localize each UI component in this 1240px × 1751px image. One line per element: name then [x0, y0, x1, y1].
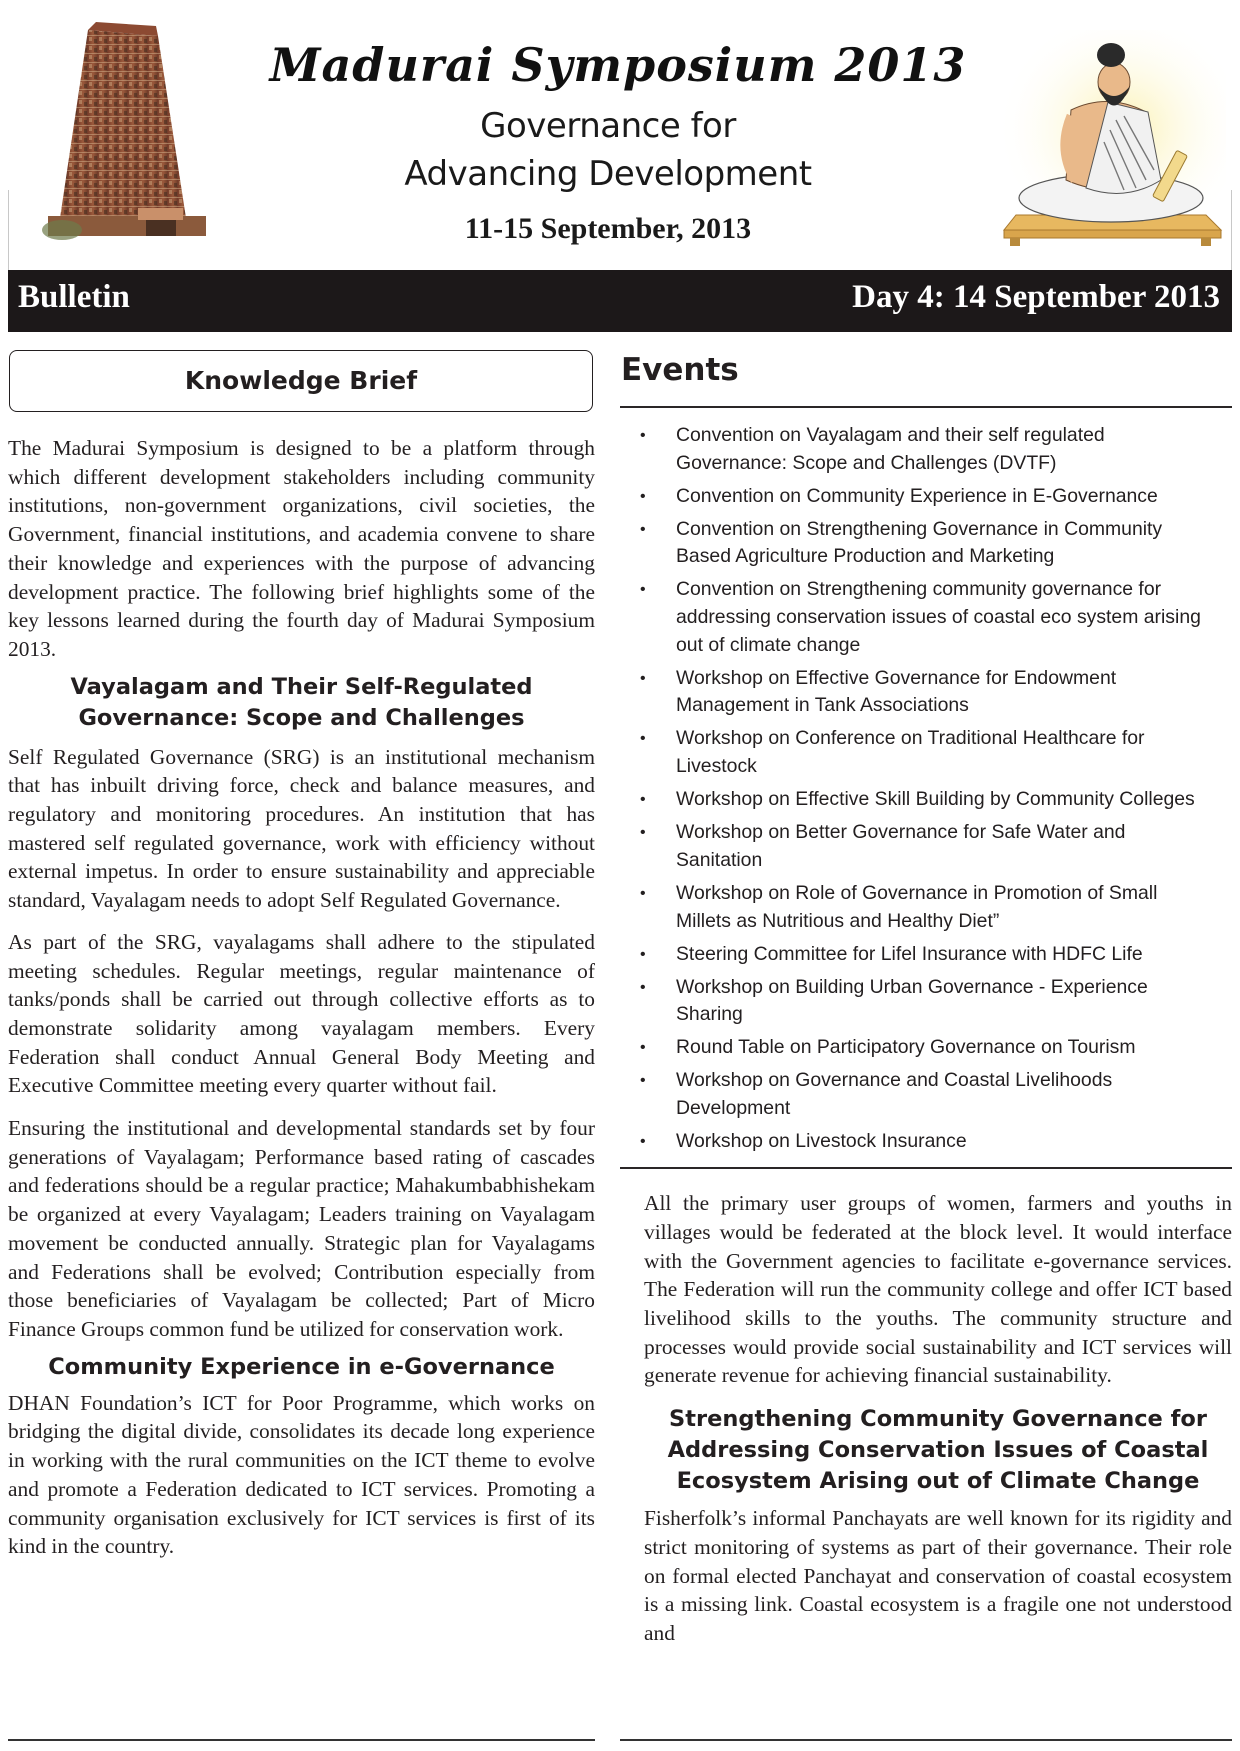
bullet-icon: •	[640, 945, 646, 963]
event-label: Workshop on Building Urban Governance - Experience Sharing	[676, 975, 1148, 1026]
event-item	[620, 725, 1232, 780]
masthead-left-edge	[8, 190, 9, 270]
coastal-paragraph-1: Fisherfolk’s informal Panchayats are well known for its rigidity and strict monitoring of systems as part of their governance. Their role on formal elected Panchayat and conservation of coastal ecosystem is a missing link. Coastal ecosystem is a fragile one not understood and	[644, 1506, 1232, 1645]
bullet-icon: •	[640, 791, 646, 809]
event-label: Workshop on Better Governance for Safe Water and Sanitation	[676, 821, 1126, 871]
event-label: Convention on Strengthening community governance for addressing conservation issues of coastal eco system arising out of climate change	[676, 578, 1201, 656]
masthead-right-edge	[1231, 190, 1232, 270]
temple-gopuram-image	[38, 18, 213, 243]
event-label: Workshop on Role of Governance in Promotion of Small Millets as Nutritious and Healthy Diet”	[676, 881, 1158, 932]
events-bottom-divider	[620, 1167, 1232, 1169]
srg-paragraph-3: Ensuring the institutional and developmental standards set by four generations of Vayalagam; Performance based rating of cascades and federations should be a regular practice; Mahakumbabhishekam be organized at every Vayalagam; Leaders training on Vayalagam movement be conducted annually. Strategic plan for Vayalagams and Federations shall be evolved; Contribution especially from those beneficiaries of Vayalagam be collected; Part of Micro Finance Groups common fund be utilized for conservation work.	[8, 1116, 595, 1341]
masthead	[8, 0, 1232, 270]
section-heading-coastal: Strengthening Community Governance for Addressing Conservation Issues of Coastal Ecosystem Arising out of Climate Change	[667, 1406, 1209, 1495]
event-label: Workshop on Livestock Insurance	[676, 1130, 967, 1153]
event-label: Convention on Strengthening Governance in Community Based Agriculture Production and Marketing	[676, 517, 1163, 568]
event-item	[620, 483, 1232, 511]
bullet-icon: •	[640, 1039, 646, 1057]
symposium-title: Madurai Symposium 2013	[269, 38, 967, 92]
bullet-icon: •	[640, 487, 646, 505]
bullet-icon: •	[640, 824, 646, 842]
event-label: Workshop on Governance and Coastal Livelihoods Development	[676, 1069, 1113, 1120]
bullet-icon: •	[640, 581, 646, 599]
bullet-icon: •	[640, 884, 646, 902]
right-footer-divider	[620, 1739, 1232, 1741]
event-label: Round Table on Participatory Governance on Tourism	[676, 1036, 1136, 1059]
symposium-dates: 11-15 September, 2013	[464, 212, 752, 245]
bulletin-bar	[8, 270, 1232, 332]
bullet-icon: •	[640, 669, 646, 687]
bullet-icon: •	[640, 427, 646, 444]
symposium-theme	[258, 102, 958, 198]
event-item	[620, 819, 1232, 874]
event-item	[620, 1034, 1232, 1062]
bullet-icon: •	[640, 1133, 646, 1151]
left-footer-divider	[8, 1739, 595, 1741]
event-label: Workshop on Conference on Traditional Healthcare for Livestock	[676, 727, 1145, 778]
knowledge-brief-title: Knowledge Brief	[9, 350, 593, 412]
event-item	[620, 1067, 1232, 1122]
bulletin-label: Bulletin	[18, 279, 130, 315]
events-column	[620, 350, 1232, 1648]
intro-paragraph: The Madurai Symposium is designed to be a platform through which different development stakeholders including community institutions, non-government organizations, civil societies, the Government, financial institutions, and academia convene to share their knowledge and experiences with the purpose of advancing development practice. The following brief highlights some of the key lessons learned during the fourth day of Madurai Symposium 2013.	[8, 436, 595, 661]
event-item	[620, 880, 1232, 935]
theme-line-1: Governance for	[480, 106, 736, 146]
event-item	[620, 786, 1232, 814]
events-title: Events	[621, 352, 739, 388]
bulletin-day-date: Day 4: 14 September 2013	[852, 279, 1220, 315]
event-item	[620, 941, 1232, 969]
egov-paragraph-2: All the primary user groups of women, farmers and youths in villages would be federated at the block level. It would interface with the Government agencies to facilitate e-governance services. The Federation will run the community college and offer ICT based livelihood skills to the youths. The community structure and processes would provide social sustainability and ICT services will generate revenue for achieving financial sustainability.	[644, 1191, 1232, 1388]
events-list	[620, 408, 1232, 1167]
srg-paragraph-1: Self Regulated Governance (SRG) is an institutional mechanism that has inbuilt driving force, check and balance measures, and regulatory and monitoring procedures. An institution that has mastered self regulated governance, work with efficiency without external impetus. In order to ensure sustainability and appreciable standard, Vayalagam needs to adopt Self Regulated Governance.	[8, 744, 595, 913]
theme-line-2: Advancing Development	[404, 154, 812, 194]
section-heading-vayalagam: Vayalagam and Their Self-Regulated Governance: Scope and Challenges	[70, 673, 533, 731]
event-item	[620, 516, 1232, 571]
bullet-icon: •	[640, 1072, 646, 1090]
bullet-icon: •	[640, 978, 646, 996]
knowledge-brief-column	[8, 350, 595, 1561]
event-item	[620, 1128, 1232, 1156]
event-label: Convention on Vayalagam and their self regulated Governance: Scope and Challenges (DVTF)	[676, 424, 1105, 474]
event-label: Workshop on Effective Governance for Endowment Management in Tank Associations	[676, 666, 1117, 717]
event-item	[620, 665, 1232, 720]
egov-paragraph-1: DHAN Foundation’s ICT for Poor Programme, which works on bridging the digital divide, consolidates its decade long experience in working with the rural communities on the ICT theme to evolve and promote a Federation dedicated to ICT services. Promoting a community organisation exclusively for ICT services is first of its kind in the country.	[8, 1390, 595, 1559]
event-label: Convention on Community Experience in E-Governance	[676, 484, 1158, 507]
bullet-icon: •	[640, 520, 646, 538]
section-heading-egovernance: Community Experience in e-Governance	[48, 1353, 555, 1380]
event-label: Steering Committee for Lifel Insurance with HDFC Life	[676, 942, 1143, 965]
bullet-icon: •	[640, 730, 646, 748]
event-item	[620, 576, 1232, 659]
event-label: Workshop on Effective Skill Building by Community Colleges	[676, 788, 1195, 811]
seated-sage-image	[996, 30, 1226, 250]
event-item	[620, 974, 1232, 1029]
srg-paragraph-2: As part of the SRG, vayalagams shall adhere to the stipulated meeting schedules. Regular meetings, regular maintenance of tanks/ponds shall be carried out through collective efforts as to demonstrate solidarity among vayalagam members. Every Federation shall conduct Annual General Body Meeting and Executive Committee meeting every quarter without fail.	[8, 929, 595, 1098]
event-item	[620, 422, 1232, 477]
